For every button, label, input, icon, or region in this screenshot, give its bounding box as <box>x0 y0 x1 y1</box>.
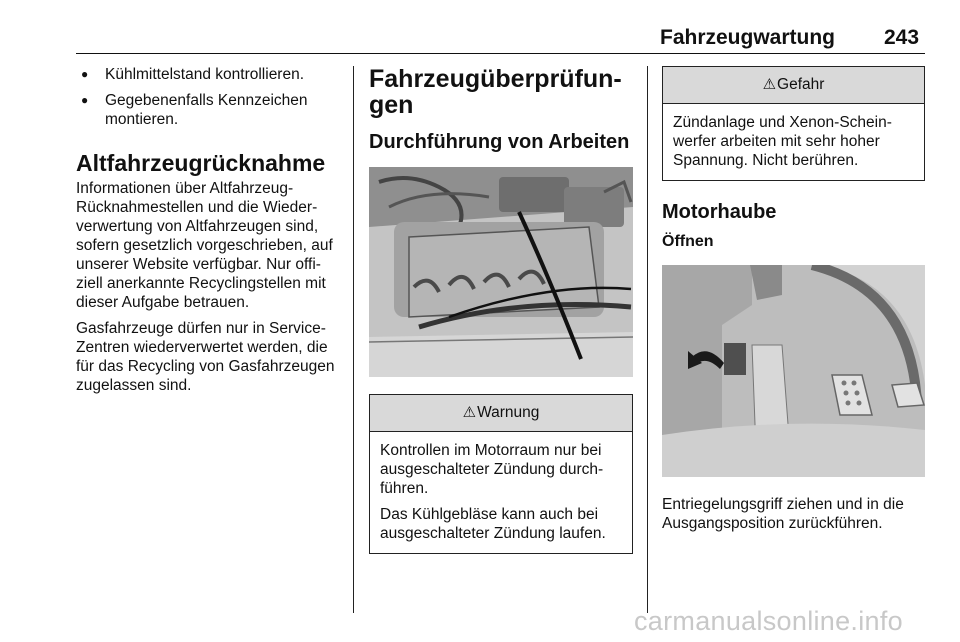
paragraph: Kontrollen im Motorraum nur bei ausgeschalteter Zündung durch-führen. <box>380 442 604 497</box>
warning-box-title: Warnung <box>477 404 540 421</box>
column-3 <box>662 66 925 533</box>
hood-release-lever-illustration <box>662 265 925 477</box>
warning-triangle-icon: ⚠ <box>462 404 477 421</box>
paragraph: Informationen über Altfahrzeug-Rücknahmestellen und die Wieder-verwertung von Altfahrzeugen sind, sofern gesetzlich vorgeschrieben, auf unserer Website verfügbar. Nur offi-ziell anerkannte Recyclingstellen mit dieser Aufgabe betrauen. <box>76 180 333 311</box>
warning-box-body <box>370 432 632 553</box>
column-1 <box>76 65 342 395</box>
warning-triangle-icon: ⚠ <box>762 76 777 93</box>
checklist <box>76 65 342 129</box>
running-header-title: Fahrzeugwartung <box>660 26 836 49</box>
section-heading-altfahrzeug: Altfahrzeugrücknahme <box>76 150 326 176</box>
paragraph: Zündanlage und Xenon-Schein-werfer arbeiten mit sehr hoher Spannung. Nicht berühren. <box>673 114 892 169</box>
subheading-oeffnen: Öffnen <box>662 233 714 250</box>
paragraph: Gasfahrzeuge dürfen nur in Service-Zentren wiederverwertet werden, die für das Recycling von Gasfahrzeugen zugelassen sind. <box>76 320 335 394</box>
page-number: 243 <box>884 26 920 49</box>
paragraph: Das Kühlgebläse kann auch bei ausgeschalteter Zündung laufen. <box>380 506 606 542</box>
column-divider-2 <box>647 66 648 613</box>
warning-box <box>369 394 633 554</box>
danger-box <box>662 66 925 181</box>
danger-box-title: Gefahr <box>777 76 825 93</box>
subheading-durchfuehrung: Durchführung von Arbeiten <box>369 131 630 153</box>
list-item: ● Gegebenenfalls Kennzeichen montieren. <box>76 91 342 129</box>
warning-box-header <box>370 395 632 432</box>
list-item: ● Kühlmittelstand kontrollieren. <box>76 65 342 84</box>
danger-box-header <box>663 67 924 104</box>
column-2 <box>369 66 633 554</box>
figure-caption: Entriegelungsgriff ziehen und in die Ausgangsposition zurückführen. <box>662 496 904 532</box>
section-heading-fahrzeugueberpruefungen: Fahrzeugüberprüfun-gen <box>369 65 622 119</box>
header-divider <box>76 53 925 54</box>
column-divider-1 <box>353 66 354 613</box>
danger-box-body <box>663 104 924 180</box>
section-heading-motorhaube: Motorhaube <box>662 201 777 223</box>
watermark: carmanualsonline.info <box>634 606 903 636</box>
engine-compartment-illustration <box>369 167 633 377</box>
